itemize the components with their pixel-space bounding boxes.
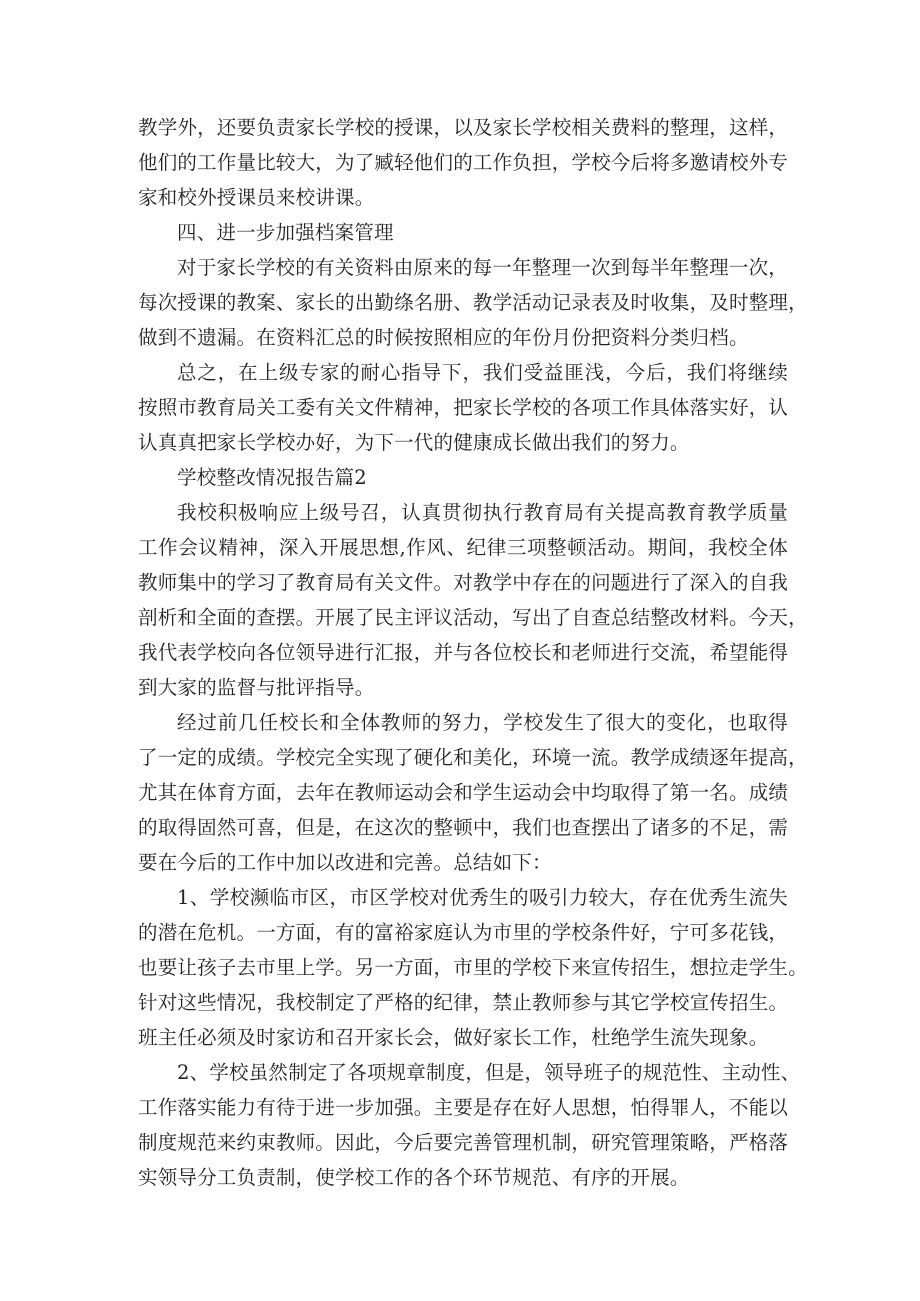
text-line: 制度规范来约束教师。因此，今后要完善管理机制，研究管理策略，严格落 xyxy=(138,1131,789,1154)
paragraph xyxy=(138,355,788,460)
text-line: 教师集中的学习了教育局有关文件。对教学中存在的问题进行了深入的自我 xyxy=(138,571,789,594)
text-line: 班主任必须及时家访和召开家长会，做好家长工作，杜绝学生流失现象。 xyxy=(138,1026,769,1049)
text-line: 我校积极响应上级号召，认真贯彻执行教育局有关提高教育教学质量 xyxy=(177,501,788,524)
text-line: 实领导分工负责制，使学校工作的各个环节规范、有序的开展。 xyxy=(138,1166,690,1189)
section-heading xyxy=(138,215,788,250)
text-line: 家和校外授课员来校讲课。 xyxy=(138,186,375,209)
text-line: 对于家长学校的有关资料由原来的每一年整理一次到每半年整理一次， xyxy=(177,256,788,279)
text-line: 做到不遗漏。在资料汇总的时候按照相应的年份月份把资料分类归档。 xyxy=(138,326,749,349)
text-line: 四、进一步加强档案管理 xyxy=(177,221,394,244)
text-line: 我代表学校向各位领导进行汇报，并与各位校长和老师进行交流，希望能得 xyxy=(138,641,789,664)
paragraph xyxy=(138,880,808,1055)
text-line: 要在今后的工作中加以改进和完善。总结如下： xyxy=(138,851,552,874)
text-line: 工作落实能力有待于进一步加强。主要是存在好人思想，怕得罪人，不能以 xyxy=(138,1096,789,1119)
text-line: 工作会议精神，深入开展思想,作风、纪律三项整顿活动。期间，我校全体 xyxy=(138,536,788,559)
text-line: 的潜在危机。一方面，有的富裕家庭认为市里的学校条件好，宁可多花钱， xyxy=(138,921,789,944)
text-line: 也要让孩子去市里上学。另一方面，市里的学校下来宣传招生，想拉走学生。 xyxy=(138,956,808,979)
text-line: 剖析和全面的查摆。开展了民主评议活动，写出了自查总结整改材料。今天， xyxy=(138,606,808,629)
text-line: 他们的工作量比较大，为了臧轻他们的工作负担，学校今后将多邀请校外专 xyxy=(138,151,789,174)
text-line: 总之，在上级专家的耐心指导下，我们受益匪浅，今后，我们将继续 xyxy=(177,361,788,384)
paragraph xyxy=(138,110,788,215)
paragraph xyxy=(138,705,808,880)
paragraph xyxy=(138,250,808,355)
paragraph xyxy=(138,1055,801,1195)
text-line: 2、学校虽然制定了各项规章制度，但是，领导班子的规范性、主动性、 xyxy=(177,1061,801,1084)
paragraph xyxy=(138,495,808,705)
text-line: 学校整改情况报告篇2 xyxy=(177,466,367,489)
text-line: 认真真把家长学校办好，为下一代的健康成长做出我们的努力。 xyxy=(138,431,690,454)
text-line: 教学外，还要负责家长学校的授课，以及家长学校相关费料的整理，这样， xyxy=(138,116,789,139)
text-line: 到大家的监督与批评指导。 xyxy=(138,676,375,699)
document-body xyxy=(138,110,808,1195)
text-line: 经过前几任校长和全体教师的努力，学校发生了很大的变化，也取得 xyxy=(177,711,788,734)
text-line: 了一定的成绩。学校完全实现了硬化和美化，环境一流。教学成绩逐年提高， xyxy=(138,746,808,769)
text-line: 1、学校濒临市区，市区学校对优秀生的吸引力较大，存在优秀生流失 xyxy=(177,886,788,909)
report-title xyxy=(138,460,788,495)
text-line: 按照市教育局关工委有关文件精神，把家长学校的各项工作具体落实好，认 xyxy=(138,396,789,419)
text-line: 的取得固然可喜，但是，在这次的整顿中，我们也查摆出了诸多的不足，需 xyxy=(138,816,789,839)
text-line: 每次授课的教案、家长的出勤绦名册、教学活动记录表及时收集，及时整理， xyxy=(138,291,808,314)
text-line: 尤其在体育方面，去年在教师运动会和学生运动会中均取得了第一名。成绩 xyxy=(138,781,789,804)
text-line: 针对这些情况，我校制定了严格的纪律，禁止教师参与其它学校宣传招生。 xyxy=(138,991,789,1014)
